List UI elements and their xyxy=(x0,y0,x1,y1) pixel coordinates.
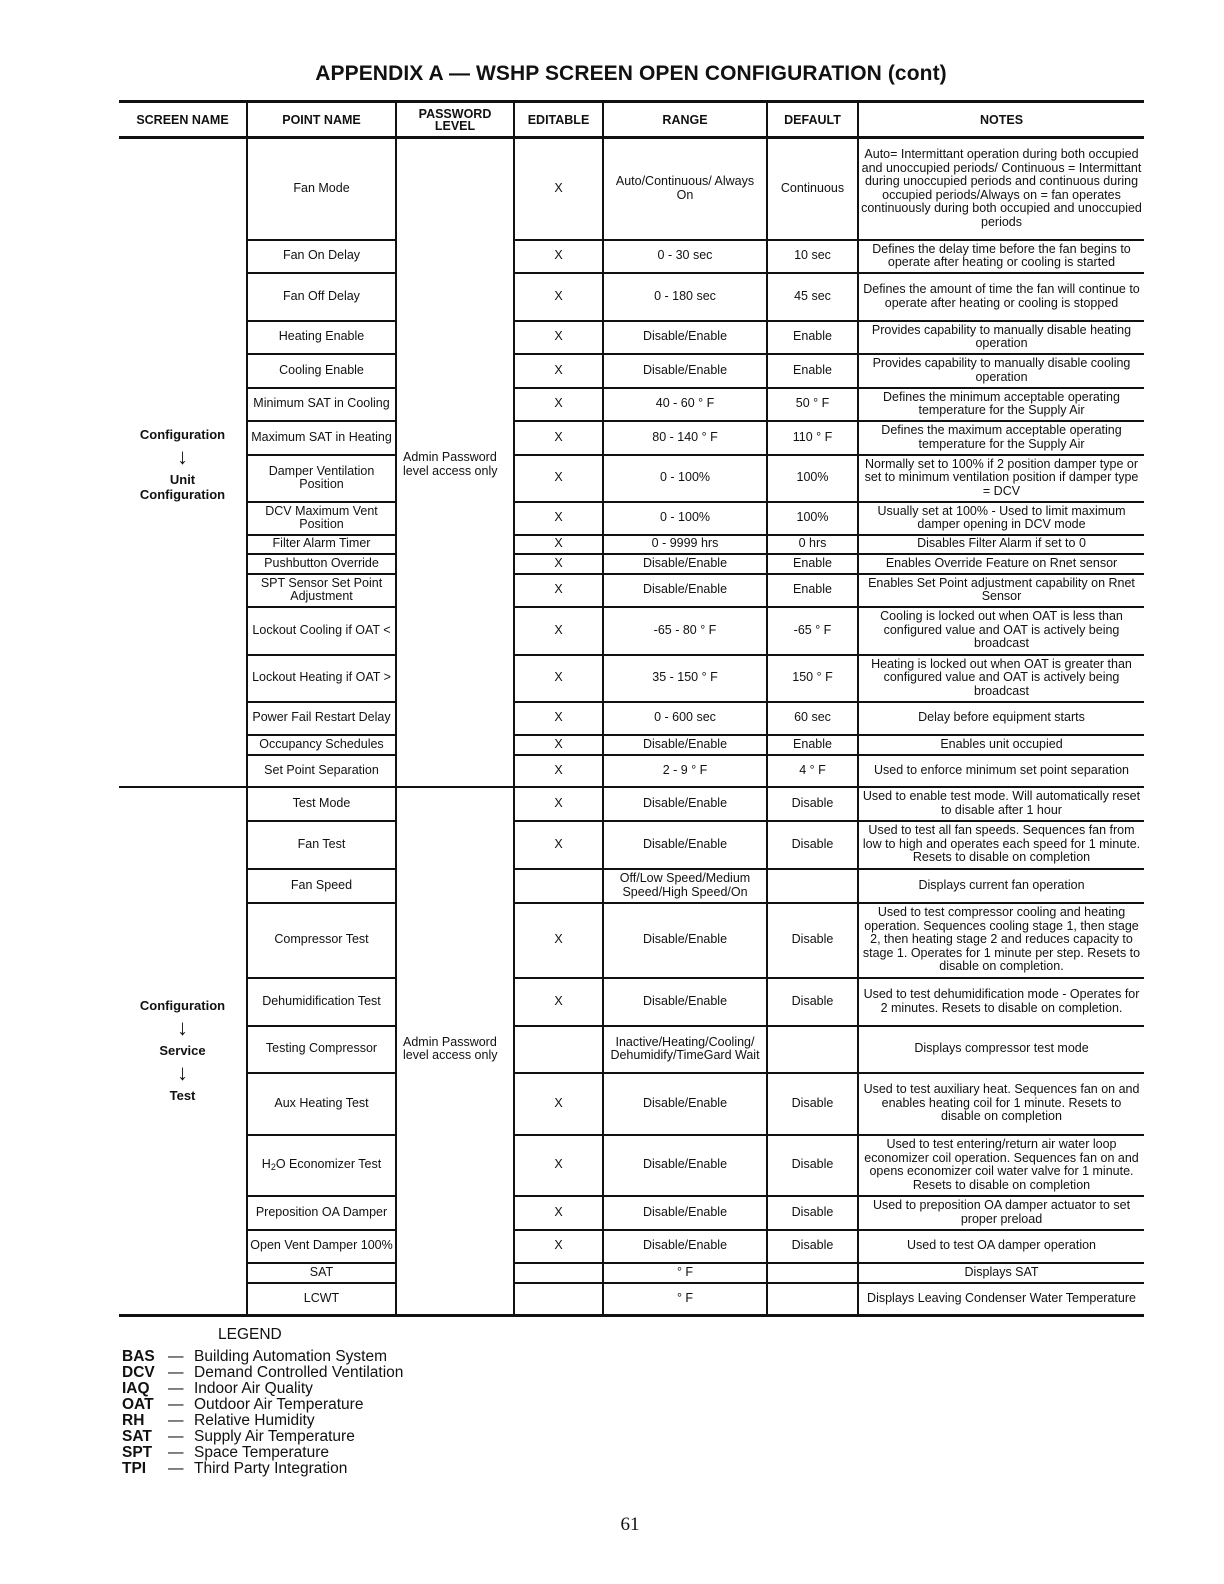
header-default: DEFAULT xyxy=(767,102,858,138)
point-name-cell: Compressor Test xyxy=(247,903,396,978)
point-name-cell: SPT Sensor Set Point Adjustment xyxy=(247,574,396,607)
notes-cell: Cooling is locked out when OAT is less than configured value and OAT is actively being broadcast xyxy=(858,607,1144,655)
legend-item xyxy=(122,1461,403,1477)
point-name-cell: Fan On Delay xyxy=(247,240,396,273)
notes-cell: Displays Leaving Condenser Water Temperature xyxy=(858,1283,1144,1316)
legend-dash: — xyxy=(168,1428,184,1445)
password-level-text: Admin Password level access only xyxy=(403,1034,498,1062)
range-cell: Auto/Continuous/ Always On xyxy=(603,138,767,240)
legend-dash: — xyxy=(168,1380,184,1397)
range-cell: -65 - 80 ° F xyxy=(603,607,767,655)
range-cell: 0 - 180 sec xyxy=(603,273,767,321)
editable-cell: X xyxy=(514,821,603,869)
point-name-cell: Lockout Cooling if OAT < xyxy=(247,607,396,655)
table-row xyxy=(119,388,1144,421)
header-row xyxy=(119,102,1144,138)
default-cell xyxy=(767,1026,858,1073)
range-cell: Disable/Enable xyxy=(603,821,767,869)
notes-cell: Used to test auxiliary heat. Sequences fan on and enables heating coil for 1 minute. Resets to disable on completion xyxy=(858,1073,1144,1135)
editable-cell: X xyxy=(514,321,603,354)
point-name-cell: Cooling Enable xyxy=(247,354,396,388)
header-password-level: PASSWORD LEVEL xyxy=(396,102,514,138)
notes-cell: Used to test compressor cooling and heating operation. Sequences cooling stage 1, then stage 2, then heating stage 2 and reduces capacity to stage 1. Operates for 1 minute per step. Resets to disable on completion. xyxy=(858,903,1144,978)
point-name-cell: Fan Speed xyxy=(247,869,396,903)
range-cell: Disable/Enable xyxy=(603,1196,767,1230)
point-name-part: H xyxy=(261,1157,271,1172)
editable-cell: X xyxy=(514,574,603,607)
default-cell: 45 sec xyxy=(767,273,858,321)
table-body xyxy=(119,138,1144,1316)
legend-description: Supply Air Temperature xyxy=(194,1428,355,1445)
editable-cell: X xyxy=(514,655,603,702)
default-cell: 60 sec xyxy=(767,702,858,735)
range-cell: Disable/Enable xyxy=(603,978,767,1026)
default-cell: Disable xyxy=(767,1073,858,1135)
notes-cell: Defines the delay time before the fan begins to operate after heating or cooling is started xyxy=(858,240,1144,273)
editable-cell: X xyxy=(514,502,603,535)
point-name-cell: Minimum SAT in Cooling xyxy=(247,388,396,421)
point-name-cell: Power Fail Restart Delay xyxy=(247,702,396,735)
point-name-cell: DCV Maximum Vent Position xyxy=(247,502,396,535)
point-name-part: O Economizer Test xyxy=(275,1157,382,1172)
header-editable: EDITABLE xyxy=(514,102,603,138)
legend-dash: — xyxy=(168,1460,184,1477)
default-cell: Disable xyxy=(767,1135,858,1196)
range-cell: Disable/Enable xyxy=(603,1230,767,1263)
password-level-cell xyxy=(396,138,514,787)
editable-cell: X xyxy=(514,735,603,755)
default-cell: Disable xyxy=(767,1230,858,1263)
point-name-cell: Dehumidification Test xyxy=(247,978,396,1026)
legend-item xyxy=(122,1365,403,1381)
editable-cell: X xyxy=(514,978,603,1026)
password-level-text: Admin Password level access only xyxy=(403,450,498,478)
default-cell: Enable xyxy=(767,735,858,755)
range-cell: 0 - 100% xyxy=(603,502,767,535)
notes-cell: Used to test dehumidification mode - Operates for 2 minutes. Resets to disable on completion. xyxy=(858,978,1144,1026)
editable-cell: X xyxy=(514,607,603,655)
point-name-cell: SAT xyxy=(247,1263,396,1283)
configuration-table xyxy=(119,100,1144,1317)
editable-cell: X xyxy=(514,554,603,574)
editable-cell: X xyxy=(514,535,603,554)
notes-cell: Enables unit occupied xyxy=(858,735,1144,755)
point-name-cell: Heating Enable xyxy=(247,321,396,354)
range-cell: 35 - 150 ° F xyxy=(603,655,767,702)
table-row xyxy=(119,607,1144,655)
default-cell: Enable xyxy=(767,354,858,388)
down-arrow-icon: ↓ xyxy=(177,1060,188,1086)
default-cell: Disable xyxy=(767,1196,858,1230)
point-name-cell: Fan Mode xyxy=(247,138,396,240)
editable-cell: X xyxy=(514,755,603,787)
notes-cell: Enables Set Point adjustment capability on Rnet Sensor xyxy=(858,574,1144,607)
legend-description: Outdoor Air Temperature xyxy=(194,1396,364,1413)
notes-cell: Normally set to 100% if 2 position damper type or set to minimum ventilation position if damper type = DCV xyxy=(858,455,1144,502)
default-cell: Disable xyxy=(767,978,858,1026)
notes-cell: Used to test all fan speeds. Sequences fan from low to high and operates each speed for 1 minute. Resets to disable on completion xyxy=(858,821,1144,869)
default-cell xyxy=(767,869,858,903)
point-name-cell: Fan Test xyxy=(247,821,396,869)
point-name-cell: Lockout Heating if OAT > xyxy=(247,655,396,702)
header-point-name: POINT NAME xyxy=(247,102,396,138)
point-name-cell: Aux Heating Test xyxy=(247,1073,396,1135)
legend-item xyxy=(122,1397,403,1413)
legend-item xyxy=(122,1413,403,1429)
legend-dash: — xyxy=(168,1348,184,1365)
legend-abbreviation: OAT xyxy=(122,1396,154,1413)
notes-cell: Disables Filter Alarm if set to 0 xyxy=(858,535,1144,554)
point-name-cell: Preposition OA Damper xyxy=(247,1196,396,1230)
legend-abbreviation: SPT xyxy=(122,1444,153,1461)
legend-description: Space Temperature xyxy=(194,1444,329,1461)
default-cell: 0 hrs xyxy=(767,535,858,554)
range-cell: Disable/Enable xyxy=(603,554,767,574)
table-row xyxy=(119,421,1144,455)
header-notes: NOTES xyxy=(858,102,1144,138)
point-name-cell: Set Point Separation xyxy=(247,755,396,787)
table-row xyxy=(119,702,1144,735)
editable-cell: X xyxy=(514,388,603,421)
point-name-cell: LCWT xyxy=(247,1283,396,1316)
range-cell: Inactive/Heating/Cooling/ Dehumidify/TimeGard Wait xyxy=(603,1026,767,1073)
point-name-cell: Testing Compressor xyxy=(247,1026,396,1073)
notes-cell: Usually set at 100% - Used to limit maximum damper opening in DCV mode xyxy=(858,502,1144,535)
table-row xyxy=(119,1135,1144,1196)
table-row xyxy=(119,869,1144,903)
notes-cell: Provides capability to manually disable heating operation xyxy=(858,321,1144,354)
table-row xyxy=(119,978,1144,1026)
range-cell: Off/Low Speed/Medium Speed/High Speed/On xyxy=(603,869,767,903)
default-cell: 100% xyxy=(767,502,858,535)
table-row xyxy=(119,240,1144,273)
header-range: RANGE xyxy=(603,102,767,138)
down-arrow-icon: ↓ xyxy=(177,1015,188,1041)
page-title: APPENDIX A — WSHP SCREEN OPEN CONFIGURATION (cont) xyxy=(315,62,947,85)
table-row xyxy=(119,554,1144,574)
point-name-cell: Filter Alarm Timer xyxy=(247,535,396,554)
legend-abbreviation: IAQ xyxy=(122,1380,150,1397)
default-cell: 110 ° F xyxy=(767,421,858,455)
table-row xyxy=(119,1230,1144,1263)
legend-description: Demand Controlled Ventilation xyxy=(194,1364,404,1381)
legend-dash: — xyxy=(168,1412,184,1429)
table-row xyxy=(119,903,1144,978)
notes-cell: Defines the minimum acceptable operating temperature for the Supply Air xyxy=(858,388,1144,421)
legend-dash: — xyxy=(168,1444,184,1461)
editable-cell: X xyxy=(514,1135,603,1196)
range-cell: ° F xyxy=(603,1263,767,1283)
default-cell: -65 ° F xyxy=(767,607,858,655)
table-row xyxy=(119,1196,1144,1230)
range-cell: Disable/Enable xyxy=(603,1073,767,1135)
table-row xyxy=(119,1263,1144,1283)
legend-abbreviation: BAS xyxy=(122,1348,155,1365)
range-cell: 0 - 30 sec xyxy=(603,240,767,273)
notes-cell: Displays current fan operation xyxy=(858,869,1144,903)
notes-cell: Provides capability to manually disable cooling operation xyxy=(858,354,1144,388)
notes-cell: Used to preposition OA damper actuator to set proper preload xyxy=(858,1196,1144,1230)
legend-abbreviation: TPI xyxy=(122,1460,147,1477)
editable-cell: X xyxy=(514,1230,603,1263)
default-cell: Disable xyxy=(767,903,858,978)
notes-cell: Used to enable test mode. Will automatically reset to disable after 1 hour xyxy=(858,787,1144,821)
range-cell: Disable/Enable xyxy=(603,735,767,755)
table-row xyxy=(119,321,1144,354)
default-cell: 50 ° F xyxy=(767,388,858,421)
password-level-cell xyxy=(396,787,514,1316)
legend xyxy=(122,1327,403,1477)
legend-description: Building Automation System xyxy=(194,1348,387,1365)
editable-cell: X xyxy=(514,787,603,821)
table-row xyxy=(119,655,1144,702)
notes-cell: Defines the amount of time the fan will continue to operate after heating or cooling is stopped xyxy=(858,273,1144,321)
editable-cell: X xyxy=(514,240,603,273)
screen-name-line: Configuration xyxy=(139,486,226,502)
range-cell: Disable/Enable xyxy=(603,787,767,821)
point-name-cell: Open Vent Damper 100% xyxy=(247,1230,396,1263)
default-cell xyxy=(767,1283,858,1316)
notes-cell: Used to enforce minimum set point separation xyxy=(858,755,1144,787)
screen-name-line: Unit xyxy=(169,471,196,487)
point-name-cell: Test Mode xyxy=(247,787,396,821)
range-cell: Disable/Enable xyxy=(603,354,767,388)
table-row xyxy=(119,574,1144,607)
table-row xyxy=(119,354,1144,388)
table-row xyxy=(119,755,1144,787)
notes-cell: Defines the maximum acceptable operating temperature for the Supply Air xyxy=(858,421,1144,455)
screen-name-line: Test xyxy=(169,1088,196,1104)
table-row xyxy=(119,455,1144,502)
editable-cell: X xyxy=(514,421,603,455)
editable-cell xyxy=(514,1263,603,1283)
table-row xyxy=(119,787,1144,821)
range-cell: Disable/Enable xyxy=(603,1135,767,1196)
editable-cell: X xyxy=(514,1196,603,1230)
legend-title: LEGEND xyxy=(218,1326,282,1343)
table-row xyxy=(119,1026,1144,1073)
notes-cell: Displays SAT xyxy=(858,1263,1144,1283)
screen-name-cell xyxy=(119,787,247,1316)
default-cell: 100% xyxy=(767,455,858,502)
notes-cell: Auto= Intermittant operation during both occupied and unoccupied periods/ Continuous = Intermittant during unoccupied periods and continuous during occupied periods/Always on = fan operates continuously during both occupied and unoccupied periods xyxy=(858,138,1144,240)
screen-name-line: Configuration xyxy=(139,998,226,1014)
table-row xyxy=(119,138,1144,240)
editable-cell xyxy=(514,1283,603,1316)
screen-name-line: Service xyxy=(159,1043,206,1059)
editable-cell: X xyxy=(514,354,603,388)
default-cell: Enable xyxy=(767,574,858,607)
editable-cell: X xyxy=(514,702,603,735)
editable-cell: X xyxy=(514,273,603,321)
default-cell xyxy=(767,1263,858,1283)
editable-cell: X xyxy=(514,903,603,978)
editable-cell xyxy=(514,869,603,903)
default-cell: 4 ° F xyxy=(767,755,858,787)
legend-item xyxy=(122,1429,403,1445)
point-name-subscript: 2 xyxy=(270,1162,276,1173)
range-cell: 0 - 100% xyxy=(603,455,767,502)
notes-cell: Displays compressor test mode xyxy=(858,1026,1144,1073)
legend-dash: — xyxy=(168,1364,184,1381)
table-row xyxy=(119,273,1144,321)
default-cell: Continuous xyxy=(767,138,858,240)
default-cell: Enable xyxy=(767,321,858,354)
range-cell: Disable/Enable xyxy=(603,574,767,607)
notes-cell: Delay before equipment starts xyxy=(858,702,1144,735)
legend-abbreviation: RH xyxy=(122,1412,145,1429)
legend-item xyxy=(122,1445,403,1461)
legend-item xyxy=(122,1381,403,1397)
header-screen-name: SCREEN NAME xyxy=(119,102,247,138)
notes-cell: Heating is locked out when OAT is greater than configured value and OAT is actively being broadcast xyxy=(858,655,1144,702)
default-cell: 10 sec xyxy=(767,240,858,273)
point-name-cell: Maximum SAT in Heating xyxy=(247,421,396,455)
notes-cell: Used to test OA damper operation xyxy=(858,1230,1144,1263)
down-arrow-icon: ↓ xyxy=(177,443,188,469)
screen-name-line: Configuration xyxy=(139,426,226,442)
legend-dash: — xyxy=(168,1396,184,1413)
point-name-cell: Pushbutton Override xyxy=(247,554,396,574)
range-cell: 2 - 9 ° F xyxy=(603,755,767,787)
editable-cell: X xyxy=(514,455,603,502)
range-cell: 40 - 60 ° F xyxy=(603,388,767,421)
page-number: 61 xyxy=(620,1514,640,1535)
default-cell: Disable xyxy=(767,787,858,821)
point-name-cell: Damper Ventilation Position xyxy=(247,455,396,502)
range-cell: 0 - 9999 hrs xyxy=(603,535,767,554)
notes-cell: Enables Override Feature on Rnet sensor xyxy=(858,554,1144,574)
screen-name-cell xyxy=(119,138,247,787)
point-name-cell xyxy=(247,1135,396,1196)
table-row xyxy=(119,1073,1144,1135)
default-cell: Disable xyxy=(767,821,858,869)
range-cell: 0 - 600 sec xyxy=(603,702,767,735)
legend-abbreviation: SAT xyxy=(122,1428,152,1445)
point-name-cell: Fan Off Delay xyxy=(247,273,396,321)
range-cell: Disable/Enable xyxy=(603,321,767,354)
editable-cell: X xyxy=(514,1073,603,1135)
notes-cell: Used to test entering/return air water loop economizer coil operation. Sequences fan on and opens economizer coil water valve for 1 minute. Resets to disable on completion xyxy=(858,1135,1144,1196)
table-row xyxy=(119,502,1144,535)
legend-list xyxy=(122,1349,403,1477)
table-row xyxy=(119,535,1144,554)
legend-description: Relative Humidity xyxy=(194,1412,315,1429)
legend-description: Third Party Integration xyxy=(194,1460,348,1477)
default-cell: 150 ° F xyxy=(767,655,858,702)
table-row xyxy=(119,821,1144,869)
legend-item xyxy=(122,1349,403,1365)
range-cell: 80 - 140 ° F xyxy=(603,421,767,455)
editable-cell: X xyxy=(514,138,603,240)
point-name-cell: Occupancy Schedules xyxy=(247,735,396,755)
table-row xyxy=(119,735,1144,755)
range-cell: Disable/Enable xyxy=(603,903,767,978)
legend-abbreviation: DCV xyxy=(122,1364,155,1381)
legend-description: Indoor Air Quality xyxy=(194,1380,313,1397)
table-row xyxy=(119,1283,1144,1316)
range-cell: ° F xyxy=(603,1283,767,1316)
editable-cell xyxy=(514,1026,603,1073)
default-cell: Enable xyxy=(767,554,858,574)
